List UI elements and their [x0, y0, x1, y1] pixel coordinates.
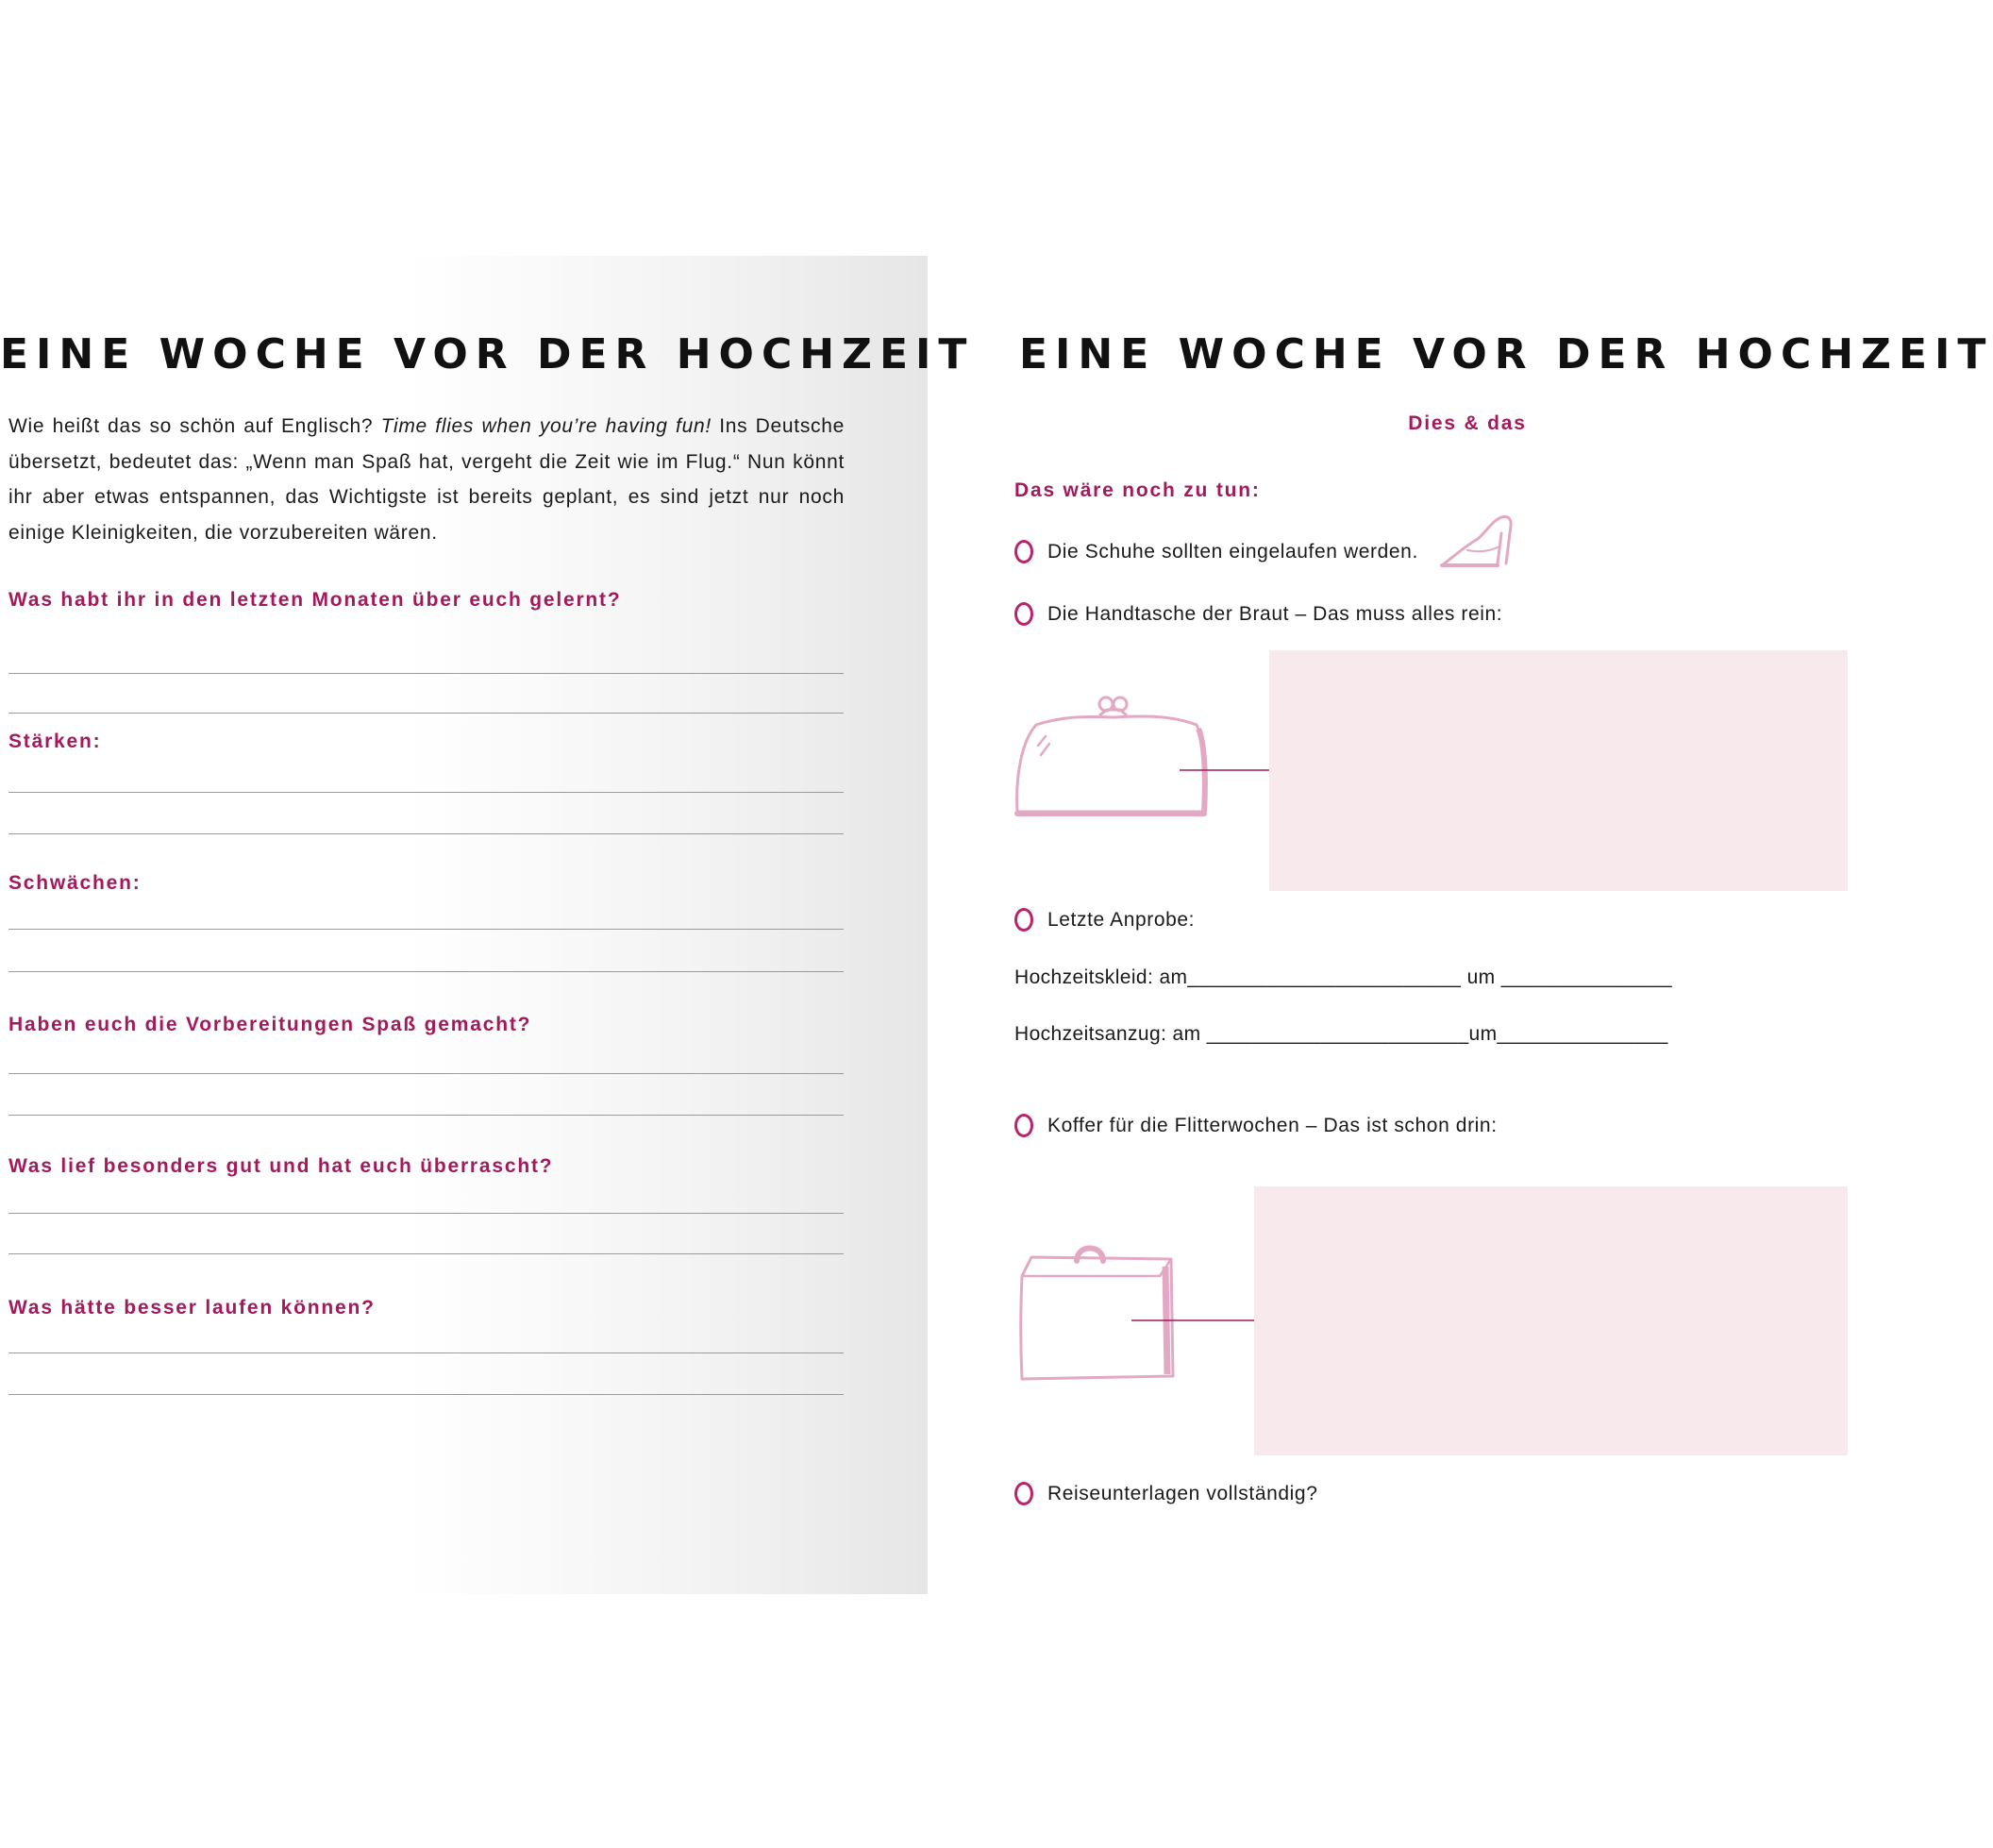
left-page-title: EINE WOCHE VOR DER HOCHZEIT — [0, 330, 975, 378]
question-learned: Was habt ihr in den letzten Monaten über euch gelernt? — [8, 589, 622, 611]
answer-line[interactable] — [8, 1394, 844, 1395]
answer-line[interactable] — [8, 1115, 844, 1116]
todo-item-suitcase[interactable] — [1014, 1114, 1498, 1137]
todo-label: Reiseunterlagen vollständig? — [1047, 1482, 1318, 1504]
answer-line[interactable] — [8, 673, 844, 674]
question-strengths: Stärken: — [8, 731, 102, 752]
suitcase-notes-box[interactable] — [1254, 1186, 1848, 1455]
todo-heading: Das wäre noch zu tun: — [1014, 479, 1261, 501]
suitcase-icon — [1014, 1235, 1260, 1386]
answer-line[interactable] — [8, 929, 844, 930]
fitting-suit-line[interactable]: Hochzeitsanzug: am _______________________um_______________ — [1014, 1023, 1668, 1045]
todo-item-handbag[interactable] — [1014, 602, 1502, 626]
shoe-icon — [1439, 512, 1515, 571]
checkbox-circle-icon[interactable] — [1014, 540, 1033, 563]
intro-paragraph — [8, 409, 845, 550]
checkbox-circle-icon[interactable] — [1014, 1114, 1033, 1137]
todo-label: Die Handtasche der Braut – Das muss alles rein: — [1047, 602, 1503, 625]
todo-label: Letzte Anprobe: — [1047, 908, 1196, 931]
todo-label: Die Schuhe sollten eingelaufen werden. — [1047, 540, 1418, 563]
todo-item-travel-documents[interactable] — [1014, 1482, 1317, 1505]
checkbox-circle-icon[interactable] — [1014, 908, 1033, 932]
answer-line[interactable] — [8, 1253, 844, 1254]
answer-line[interactable] — [8, 1073, 844, 1074]
handbag-notes-box[interactable] — [1269, 650, 1848, 891]
intro-text-italic: Time flies when you’re having fun! — [380, 415, 712, 437]
answer-line[interactable] — [8, 833, 844, 834]
right-page-title: EINE WOCHE VOR DER HOCHZEIT — [1019, 330, 1993, 378]
todo-item-fitting[interactable] — [1014, 908, 1195, 932]
answer-line[interactable] — [8, 1213, 844, 1214]
handbag-icon — [1010, 687, 1274, 829]
intro-text-end: Ins Deutsche übersetzt, bedeutet das: „Wenn man Spaß hat, vergeht die Zeit wie im Flug.“ Nun könnt ihr aber etwas entspannen, das Wichtigste ist bereits geplant, es sind jetzt nur noch einige Kleinigkeiten, die vorzubereiten wären. — [8, 415, 845, 544]
question-weaknesses: Schwächen: — [8, 872, 142, 894]
checkbox-circle-icon[interactable] — [1014, 602, 1033, 626]
section-subtitle: Dies & das — [1408, 412, 1527, 434]
fitting-dress-line[interactable]: Hochzeitskleid: am________________________ um _______________ — [1014, 966, 1672, 988]
answer-line[interactable] — [8, 1352, 844, 1353]
todo-label: Koffer für die Flitterwochen – Das ist schon drin: — [1047, 1114, 1498, 1136]
answer-line[interactable] — [8, 792, 844, 793]
checkbox-circle-icon[interactable] — [1014, 1482, 1033, 1505]
question-surprises: Was lief besonders gut und hat euch überrascht? — [8, 1155, 554, 1177]
todo-item-shoes[interactable] — [1014, 540, 1418, 563]
answer-line[interactable] — [8, 971, 844, 972]
answer-line[interactable] — [8, 713, 844, 714]
question-preparation-fun: Haben euch die Vorbereitungen Spaß gemacht? — [8, 1014, 532, 1035]
question-improvements: Was hätte besser laufen können? — [8, 1297, 376, 1319]
intro-text-start: Wie heißt das so schön auf Englisch? — [8, 415, 381, 437]
